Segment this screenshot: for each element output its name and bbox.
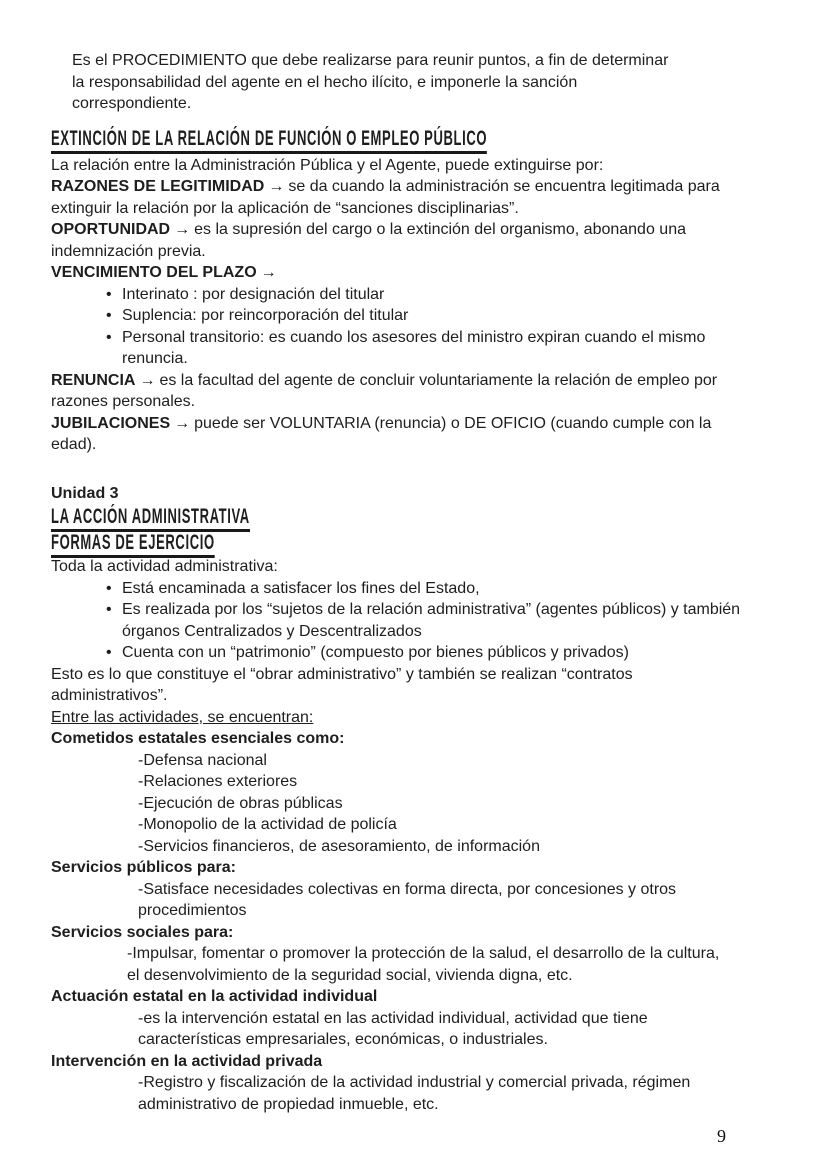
activity-item: -Servicios financieros, de asesoramiento, de información: [138, 837, 540, 855]
list-item: • Personal transitorio: es cuando los asesores del ministro expiran cuando el mismo renuncia.: [51, 327, 745, 370]
list-item: • Suplencia: por reincorporación del titular: [51, 305, 745, 327]
right-arrow-icon: →: [174, 414, 191, 432]
actividad-bullet-list: [51, 578, 745, 664]
activity-item: -Ejecución de obras públicas: [138, 794, 343, 812]
list-item: • Es realizada por los “sujetos de la relación administrativa” (agentes públicos) y también órganos Centralizados y Descentralizados: [51, 599, 745, 642]
entry-term: RAZONES DE LEGITIMIDAD: [51, 178, 265, 195]
activity-item: -es la intervención estatal en las actividad individual, actividad que tiene características empresariales, económicas, o industriales.: [138, 1009, 648, 1048]
plazo-bullet-list: [51, 284, 745, 370]
unit-label: Unidad 3: [51, 484, 119, 502]
activity-title-actuacion-estatal: Actuación estatal en la actividad individual: [51, 988, 378, 1005]
entry-text: es la facultad del agente de concluir voluntariamente la relación de empleo por razones personales.: [51, 371, 718, 410]
entry-term: JUBILACIONES: [51, 414, 171, 432]
entry-term: RENUNCIA: [51, 371, 136, 389]
activity-title-servicios-publicos: Servicios públicos para:: [51, 859, 236, 876]
section-heading-text: LA ACCIÓN ADMINISTRATIVA: [51, 506, 250, 532]
right-arrow-icon: →: [139, 371, 156, 389]
activity-title-servicios-sociales: Servicios sociales para:: [51, 923, 234, 941]
section-heading-accion-administrativa: [51, 504, 773, 527]
entry-text: puede ser VOLUNTARIA (renuncia) o DE OFICIO (cuando cumple con la edad).: [51, 414, 712, 453]
entry-term: OPORTUNIDAD: [51, 221, 171, 238]
entry-jubilaciones: [51, 413, 745, 456]
activity-item: -Monopolio de la actividad de policía: [138, 816, 397, 833]
intro-paragraph: Es el PROCEDIMIENTO que debe realizarse para reunir puntos, a fin de determinar la responsabilidad del agente en el hecho ilícito, e imponerle la sanción correspondiente.: [72, 52, 669, 112]
unidad-3-section: [51, 483, 773, 1116]
entry-text: se da cuando la administración se encuentra legitimada para extinguir la relación por la aplicación de “sanciones disciplinarias”.: [51, 178, 720, 217]
right-arrow-icon: →: [268, 178, 285, 195]
section-heading-text: FORMAS DE EJERCICIO: [51, 532, 215, 558]
activity-title-cometidos: Cometidos estatales esenciales como:: [51, 730, 345, 747]
entry-term: VENCIMIENTO DEL PLAZO: [51, 264, 257, 281]
list-item: • Cuenta con un “patrimonio” (compuesto por bienes públicos y privados): [51, 642, 745, 664]
right-arrow-icon: →: [174, 221, 191, 238]
activity-item: -Registro y fiscalización de la actividad industrial y comercial privada, régimen administrativo de propiedad inmueble, etc.: [138, 1074, 691, 1113]
activities-lead: Entre las actividades, se encuentran:: [51, 708, 314, 726]
activity-item: -Satisface necesidades colectivas en forma directa, por concesiones y otros procedimientos: [138, 880, 677, 919]
list-item: • Interinato : por designación del titular: [51, 284, 745, 306]
activity-item: -Relaciones exteriores: [138, 773, 298, 790]
entry-oportunidad: [51, 219, 745, 262]
activity-title-intervencion-privada: Intervención en la actividad privada: [51, 1052, 323, 1070]
activity-item: -Defensa nacional: [138, 751, 267, 769]
entry-razones-de-legitimidad: [51, 176, 745, 219]
section-heading-formas-de-ejercicio: [51, 530, 773, 553]
obrar-administrativo-paragraph: Esto es lo que constituye el “obrar administrativo” y también se realizan “contratos administrativos”.: [51, 665, 633, 704]
entry-vencimiento-del-plazo: [51, 262, 745, 284]
section1-lead: La relación entre la Administración Pública y el Agente, puede extinguirse por:: [51, 156, 604, 174]
section-heading-text: EXTINCIÓN DE LA RELACIÓN DE FUNCIÓN O EMPLEO PÚBLICO: [51, 128, 487, 154]
entry-renuncia: [51, 370, 745, 413]
right-arrow-icon: →: [260, 264, 277, 281]
section2-lead: Toda la actividad administrativa:: [51, 558, 278, 575]
list-item: • Está encaminada a satisfacer los fines del Estado,: [51, 578, 745, 600]
page-number: 9: [717, 1126, 726, 1146]
entry-text: es la supresión del cargo o la extinción del organismo, abonando una indemnización previa.: [51, 221, 686, 260]
activity-item: -Impulsar, fomentar o promover la protección de la salud, el desarrollo de la cultura, el desenvolvimiento de la seguridad social, vivienda digna, etc.: [127, 945, 720, 984]
section-heading-extincion: [51, 126, 773, 151]
